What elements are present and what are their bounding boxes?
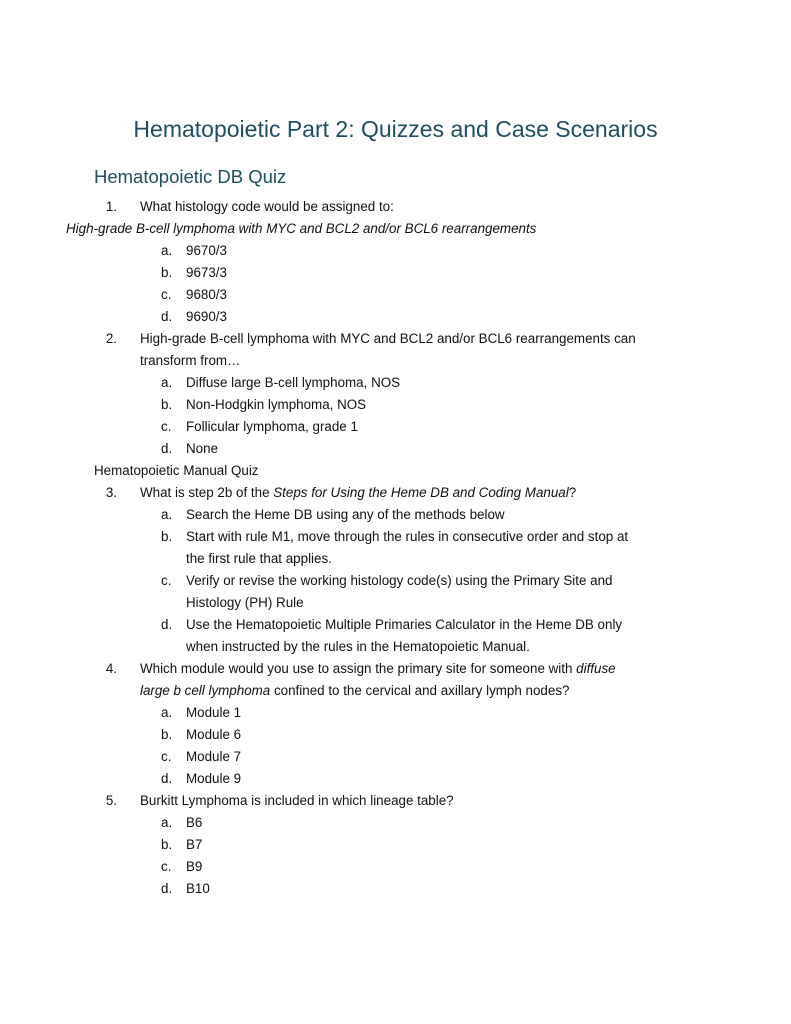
q3-option-c xyxy=(161,572,613,590)
option-text: Start with rule M1, move through the rules in consecutive order and stop at xyxy=(186,529,629,544)
q4-option-d xyxy=(161,770,242,788)
q3-option-b xyxy=(161,528,629,546)
option-letter: c. xyxy=(161,573,172,588)
option-text: 9673/3 xyxy=(186,265,227,280)
question-number: 5. xyxy=(105,793,117,808)
option-text: Module 7 xyxy=(186,749,242,764)
option-text: Non-Hodgkin lymphoma, NOS xyxy=(186,397,367,412)
option-letter: d. xyxy=(161,771,173,786)
option-text: Follicular lymphoma, grade 1 xyxy=(186,419,358,434)
page-title: Hematopoietic Part 2: Quizzes and Case Scenarios xyxy=(133,116,658,142)
option-letter: b. xyxy=(161,397,173,412)
question-text xyxy=(140,484,576,502)
q5-option-c xyxy=(161,858,203,876)
question-text-post: ? xyxy=(568,485,577,500)
option-letter: d. xyxy=(161,881,173,896)
q3-option-c-line-2: Histology (PH) Rule xyxy=(186,595,304,610)
q1-option-d xyxy=(161,308,227,326)
q5-option-b xyxy=(161,836,203,854)
option-letter: c. xyxy=(161,287,172,302)
option-letter: c. xyxy=(161,749,172,764)
question-text-pre: Which module would you use to assign the primary site for someone with xyxy=(140,661,577,676)
q1-option-a xyxy=(161,242,227,260)
question-text-post: confined to the cervical and axillary lymph nodes? xyxy=(270,683,570,698)
q2-option-b xyxy=(161,396,367,414)
option-letter: b. xyxy=(161,837,173,852)
option-letter: a. xyxy=(161,375,173,390)
question-text-italic: Steps for Using the Heme DB and Coding Manual xyxy=(273,485,569,500)
question-2-line-2: transform from… xyxy=(140,353,241,368)
q1-option-c xyxy=(161,286,227,304)
option-letter: d. xyxy=(161,441,173,456)
q3-option-d-line-2: when instructed by the rules in the Hematopoietic Manual. xyxy=(186,639,530,654)
option-letter: c. xyxy=(161,859,172,874)
question-number: 3. xyxy=(105,485,117,500)
q5-option-a xyxy=(161,814,203,832)
q3-option-a xyxy=(161,506,505,524)
option-text: Search the Heme DB using any of the methods below xyxy=(186,507,505,522)
question-4-line-2 xyxy=(140,682,569,700)
question-text: High-grade B-cell lymphoma with MYC and BCL2 and/or BCL6 rearrangements can xyxy=(140,331,636,346)
q1-option-b xyxy=(161,264,227,282)
option-letter: b. xyxy=(161,529,173,544)
option-letter: b. xyxy=(161,727,173,742)
question-text: Burkitt Lymphoma is included in which lineage table? xyxy=(140,793,454,808)
option-text: 9690/3 xyxy=(186,309,227,324)
q2-option-c xyxy=(161,418,358,436)
question-text: What histology code would be assigned to: xyxy=(140,199,394,214)
question-text xyxy=(140,660,616,678)
option-text: None xyxy=(186,441,219,456)
option-text: 9680/3 xyxy=(186,287,227,302)
option-text: Module 9 xyxy=(186,771,242,786)
option-text: Use the Hematopoietic Multiple Primaries Calculator in the Heme DB only xyxy=(186,617,623,632)
option-letter: a. xyxy=(161,243,173,258)
option-text: Diffuse large B-cell lymphoma, NOS xyxy=(186,375,401,390)
question-number: 1. xyxy=(105,199,117,214)
option-text: B6 xyxy=(186,815,203,830)
option-letter: b. xyxy=(161,265,173,280)
q2-option-d xyxy=(161,440,219,458)
section-heading-db-quiz: Hematopoietic DB Quiz xyxy=(94,166,287,187)
question-number: 2. xyxy=(105,331,117,346)
option-letter: a. xyxy=(161,705,173,720)
option-letter: a. xyxy=(161,507,173,522)
section-heading-manual-quiz: Hematopoietic Manual Quiz xyxy=(94,463,259,478)
question-text-pre: What is step 2b of the xyxy=(140,485,274,500)
question-text-italic: diffuse xyxy=(576,661,616,676)
q4-option-b xyxy=(161,726,242,744)
q3-option-b-line-2: the first rule that applies. xyxy=(186,551,332,566)
option-text: B10 xyxy=(186,881,210,896)
question-1-subject: High-grade B-cell lymphoma with MYC and BCL2 and/or BCL6 rearrangements xyxy=(66,221,537,236)
option-text: Verify or revise the working histology code(s) using the Primary Site and xyxy=(186,573,613,588)
question-text-italic: large b cell lymphoma xyxy=(140,683,271,698)
q2-option-a xyxy=(161,374,401,392)
option-text: Module 6 xyxy=(186,727,242,742)
q4-option-a xyxy=(161,704,242,722)
q4-option-c xyxy=(161,748,242,766)
option-letter: d. xyxy=(161,617,173,632)
option-letter: c. xyxy=(161,419,172,434)
option-text: 9670/3 xyxy=(186,243,227,258)
option-text: B7 xyxy=(186,837,203,852)
q5-option-d xyxy=(161,880,210,898)
option-letter: a. xyxy=(161,815,173,830)
question-number: 4. xyxy=(105,661,117,676)
q3-option-d xyxy=(161,616,623,634)
option-text: B9 xyxy=(186,859,203,874)
option-letter: d. xyxy=(161,309,173,324)
option-text: Module 1 xyxy=(186,705,242,720)
